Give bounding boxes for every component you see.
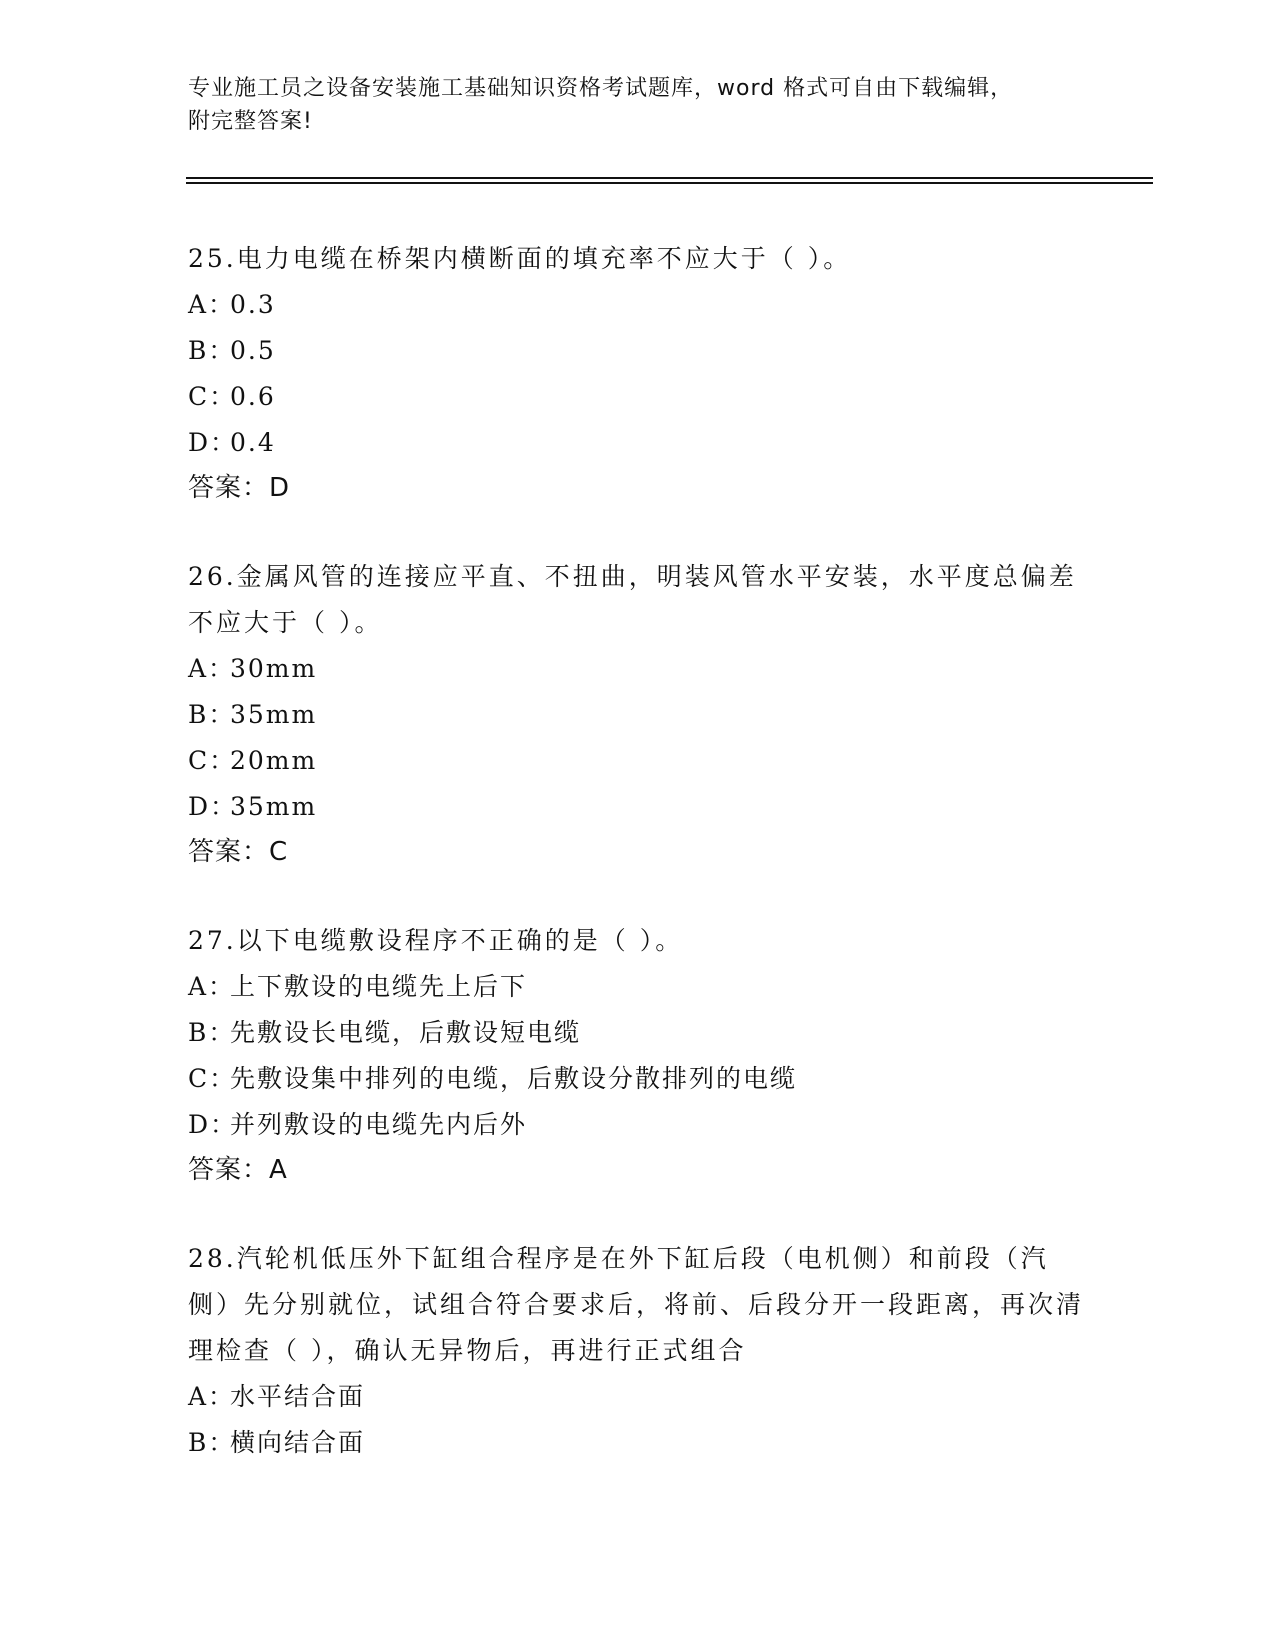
option-b [188, 1010, 1088, 1056]
option-a [188, 964, 1088, 1010]
answer-line: 答案：D [188, 473, 291, 503]
question-stem: 28.汽轮机低压外下缸组合程序是在外下缸后段（电机侧）和前段（汽侧）先分别就位，试组合符合要求后，将前、后段分开一段距离，再次清理检查（ ），确认无异物后，再进行正式组合 [188, 1244, 1085, 1365]
option-c [188, 738, 1088, 784]
option-text: 并列敷设的电缆先内后外 [230, 1110, 528, 1139]
option-text: 先敷设集中排列的电缆，后敷设分散排列的电缆 [230, 1064, 798, 1093]
question-list [188, 236, 1088, 1510]
option-b [188, 328, 1088, 374]
option-b [188, 1420, 1088, 1466]
question-28 [188, 1236, 1088, 1466]
option-a [188, 1374, 1088, 1420]
option-text: 水平结合面 [230, 1382, 366, 1411]
option-key: B： [188, 700, 236, 729]
option-text: 0.6 [230, 382, 276, 411]
option-key: C： [188, 1064, 237, 1093]
option-key: A： [188, 1382, 236, 1411]
option-a [188, 282, 1088, 328]
header-line-1: 专业施工员之设备安装施工基础知识资格考试题库，word 格式可自由下载编辑， [188, 76, 1014, 101]
option-text: 35mm [230, 792, 318, 821]
option-d [188, 420, 1088, 466]
option-key: B： [188, 1428, 236, 1457]
question-27 [188, 918, 1088, 1192]
question-stem: 26.金属风管的连接应平直、不扭曲，明装风管水平安装，水平度总偏差不应大于（ ）。 [188, 562, 1077, 637]
option-b [188, 692, 1088, 738]
option-text: 30mm [230, 654, 318, 683]
option-text: 横向结合面 [230, 1428, 366, 1457]
option-key: B： [188, 336, 236, 365]
question-stem: 25.电力电缆在桥架内横断面的填充率不应大于（ ）。 [188, 244, 852, 273]
option-c [188, 1056, 1088, 1102]
answer-line: 答案：A [188, 1155, 288, 1185]
option-text: 上下敷设的电缆先上后下 [230, 972, 528, 1001]
document-header [188, 72, 1088, 138]
header-line-2: 附完整答案! [188, 109, 313, 134]
option-key: D： [188, 1110, 238, 1139]
option-d [188, 1102, 1088, 1148]
question-26 [188, 554, 1088, 874]
option-key: A： [188, 654, 236, 683]
option-key: A： [188, 290, 236, 319]
option-text: 20mm [230, 746, 318, 775]
option-key: A： [188, 972, 236, 1001]
option-c [188, 374, 1088, 420]
question-stem: 27.以下电缆敷设程序不正确的是（ ）。 [188, 926, 684, 955]
option-text: 35mm [230, 700, 318, 729]
option-a [188, 646, 1088, 692]
header-divider-top [186, 177, 1153, 179]
option-text: 0.5 [230, 336, 276, 365]
option-key: B： [188, 1018, 236, 1047]
option-text: 先敷设长电缆，后敷设短电缆 [230, 1018, 582, 1047]
option-key: D： [188, 792, 238, 821]
option-key: C： [188, 382, 237, 411]
option-text: 0.4 [230, 428, 276, 457]
answer-line: 答案：C [188, 837, 289, 867]
option-text: 0.3 [230, 290, 276, 319]
header-divider-bottom [186, 182, 1153, 184]
question-25 [188, 236, 1088, 510]
option-d [188, 784, 1088, 830]
option-key: C： [188, 746, 237, 775]
option-key: D： [188, 428, 238, 457]
